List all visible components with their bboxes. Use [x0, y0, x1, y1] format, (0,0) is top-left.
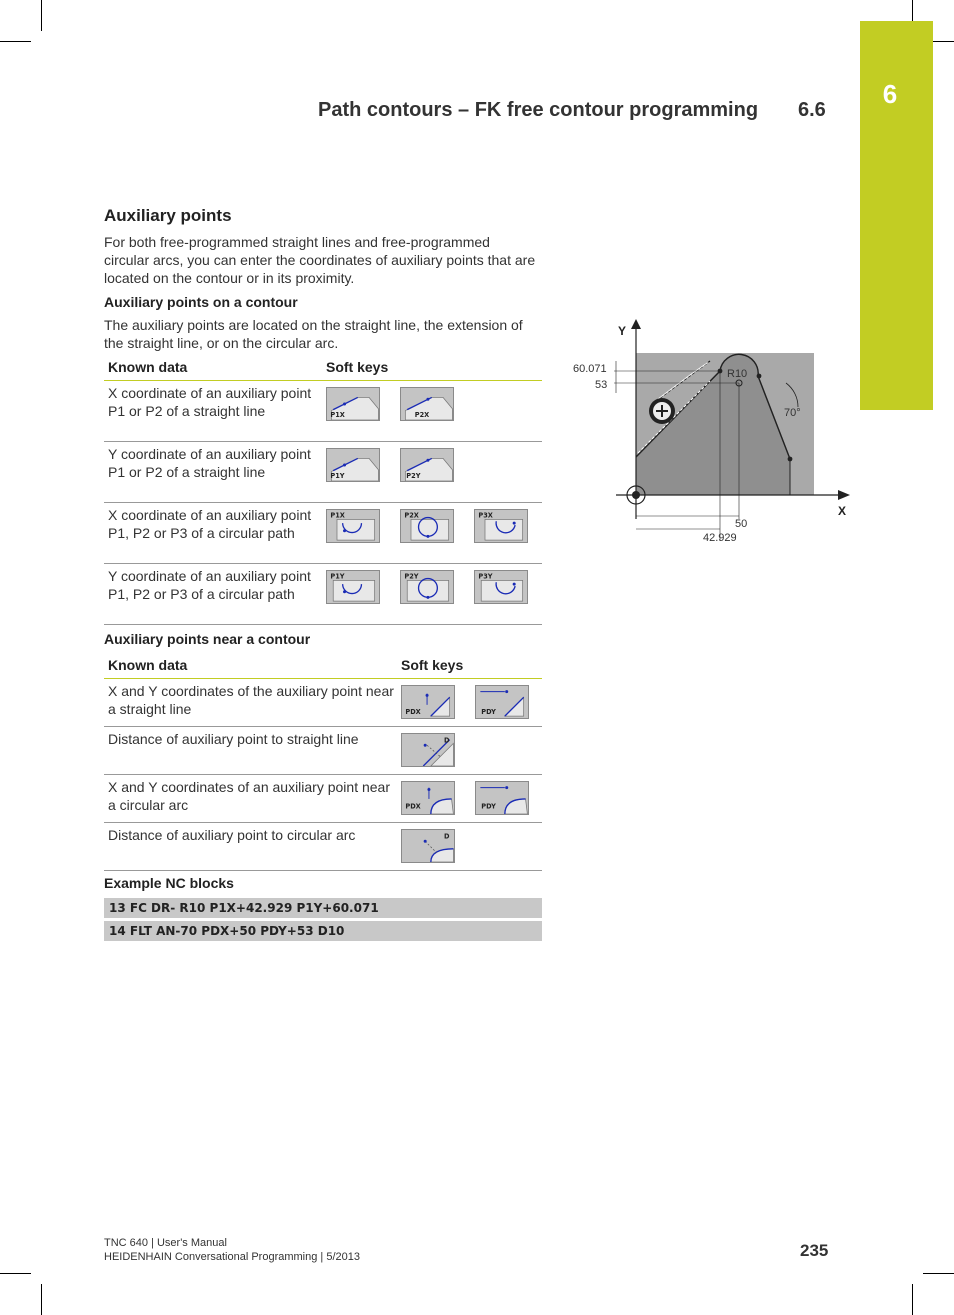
y-axis-label: Y: [618, 324, 627, 338]
page-number: 235: [800, 1241, 829, 1260]
row-text: X coordinate of an auxiliary point P1 or P2 of a straight line: [104, 381, 322, 442]
crop-mark: [41, 0, 42, 31]
softkey-label: P1X: [330, 411, 345, 420]
softkey-p2x-arc[interactable]: [400, 509, 454, 543]
column-header-known-data: Known data: [104, 652, 397, 679]
softkey-p2x[interactable]: [400, 387, 454, 421]
row-text: Y coordinate of an auxiliary point P1 or P2 of a straight line: [104, 442, 322, 503]
dimension-x2: 42.929: [703, 532, 737, 544]
table-row: [104, 775, 542, 823]
table-row: [104, 564, 542, 625]
row-text: X coordinate of an auxiliary point P1, P2 or P3 of a circular path: [104, 503, 322, 564]
radius-label: R10: [727, 368, 748, 380]
softkey-d-line[interactable]: [401, 733, 455, 767]
row-text: Y coordinate of an auxiliary point P1, P2 or P3 of a circular path: [104, 564, 322, 625]
subheading-near-contour: Auxiliary points near a contour: [104, 631, 311, 647]
crop-mark: [912, 0, 913, 21]
softkey-p1x-arc[interactable]: [326, 509, 380, 543]
softkey-p2y[interactable]: [400, 448, 454, 482]
softkey-table-on-contour: [104, 354, 542, 625]
table-row: [104, 503, 542, 564]
table-row: [104, 727, 542, 775]
softkey-label: P2Y: [406, 472, 421, 481]
intro-paragraph: For both free-programmed straight lines and free-programmed circular arcs, you can enter the coordinates of auxiliary points that are located on the contour or in its proximity.: [104, 234, 536, 286]
softkey-label: P1Y: [330, 472, 345, 481]
table-row: [104, 679, 542, 727]
column-header-soft-keys: Soft keys: [322, 354, 542, 381]
softkey-label: P2Y: [404, 572, 419, 581]
x-axis-label: X: [838, 504, 847, 518]
dimension-y1: 60.071: [573, 363, 607, 375]
dimension-y2: 53: [595, 379, 608, 391]
chapter-tab: [860, 21, 933, 410]
softkey-table-near-contour: [104, 652, 542, 871]
angle-label: 70°: [784, 407, 801, 419]
softkey-p1x[interactable]: [326, 387, 380, 421]
row-text: X and Y coordinates of an auxiliary point near a circular arc: [104, 775, 397, 823]
running-header-section: 6.6: [798, 99, 826, 121]
footer-line-2: HEIDENHAIN Conversational Programming | 5/2013: [104, 1251, 360, 1263]
softkey-p3y-arc[interactable]: [474, 570, 528, 604]
softkey-label: D: [444, 832, 450, 841]
softkey-label: P3Y: [478, 572, 493, 581]
row-text: Distance of auxiliary point to straight line: [104, 727, 397, 775]
softkey-p1y-arc[interactable]: [326, 570, 380, 604]
softkey-p3x-arc[interactable]: [474, 509, 528, 543]
chapter-number: 6: [882, 79, 898, 109]
softkey-label: PDY: [481, 802, 496, 811]
crop-mark: [923, 1273, 954, 1274]
crop-mark: [933, 41, 954, 42]
section-title: Auxiliary points: [104, 206, 232, 225]
softkey-label: P1X: [330, 511, 345, 520]
column-header-known-data: Known data: [104, 354, 322, 381]
crop-mark: [41, 1284, 42, 1315]
subheading-on-contour: Auxiliary points on a contour: [104, 294, 298, 310]
dimension-x1: 50: [735, 518, 748, 530]
subheading-example: Example NC blocks: [104, 875, 234, 891]
softkey-label: P2X: [414, 411, 430, 420]
softkey-d-arc[interactable]: [401, 829, 455, 863]
nc-block: 14 FLT AN-70 PDX+50 PDY+53 D10: [104, 921, 542, 941]
softkey-pdx-line[interactable]: [401, 685, 455, 719]
row-text: Distance of auxiliary point to circular arc: [104, 823, 397, 871]
footer-line-1: TNC 640 | User's Manual: [104, 1237, 227, 1249]
softkey-label: P2X: [404, 511, 419, 520]
milling-cutter-icon: [649, 398, 675, 424]
softkey-label: PDX: [405, 802, 421, 811]
table-row: [104, 823, 542, 871]
crop-mark: [0, 1273, 31, 1274]
softkey-label: P3X: [478, 511, 493, 520]
crop-mark: [0, 41, 31, 42]
softkey-pdy-line[interactable]: [475, 685, 529, 719]
softkey-p2y-arc[interactable]: [400, 570, 454, 604]
running-header-title: Path contours – FK free contour programming: [318, 99, 759, 121]
column-header-soft-keys: Soft keys: [397, 652, 542, 679]
softkey-pdy-arc[interactable]: [475, 781, 529, 815]
table-row: [104, 442, 542, 503]
softkey-label: P1Y: [330, 572, 345, 581]
contour-figure: [560, 315, 860, 550]
on-contour-paragraph: The auxiliary points are located on the straight line, the extension of the straight line, or on the circular arc.: [104, 317, 523, 351]
crop-mark: [912, 1284, 913, 1315]
softkey-p1y[interactable]: [326, 448, 380, 482]
softkey-pdx-arc[interactable]: [401, 781, 455, 815]
nc-block: 13 FC DR- R10 P1X+42.929 P1Y+60.071: [104, 898, 542, 918]
footer: [104, 1236, 360, 1264]
table-row: [104, 381, 542, 442]
softkey-label: PDY: [481, 708, 496, 717]
softkey-label: PDX: [405, 708, 421, 717]
row-text: X and Y coordinates of the auxiliary point near a straight line: [104, 679, 397, 727]
softkey-label: D: [444, 736, 450, 745]
